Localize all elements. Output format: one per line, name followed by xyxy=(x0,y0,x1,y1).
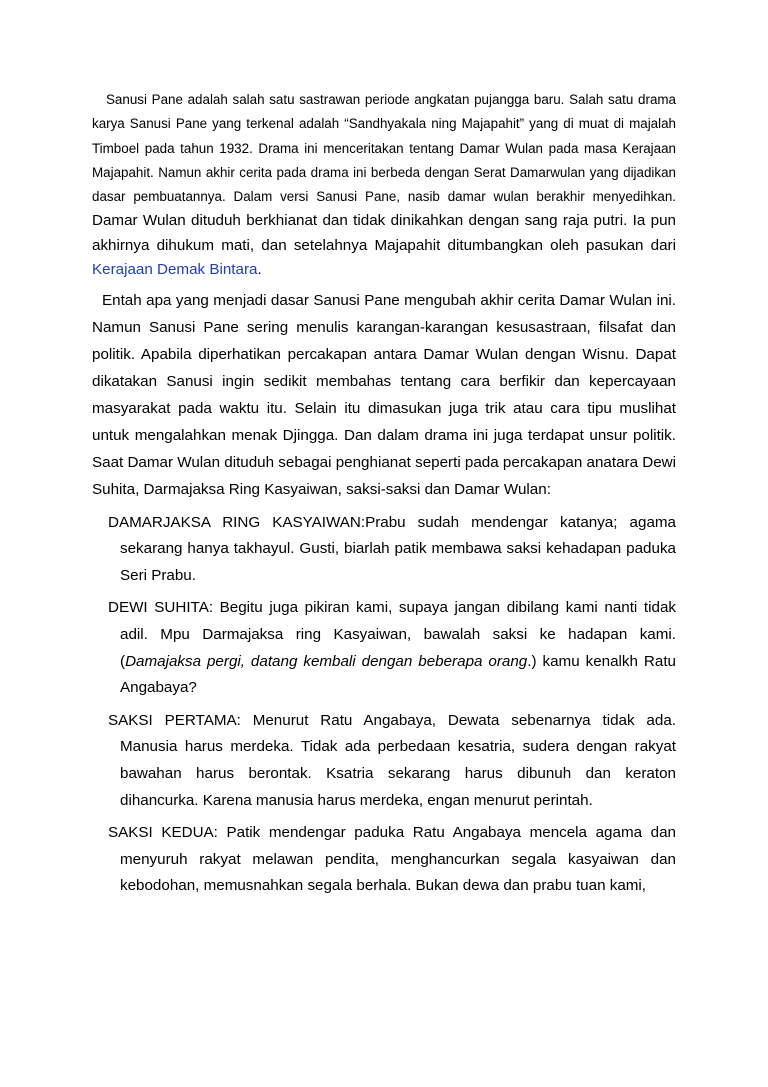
dialog-dewi-suhita xyxy=(92,595,676,701)
kerajaan-demak-link[interactable]: Kerajaan Demak Bintara xyxy=(92,261,258,279)
paragraph-intro xyxy=(92,88,676,282)
dialog-saksi-pertama: SAKSI PERTAMA: Menurut Ratu Angabaya, Dewata sebenarnya tidak ada. Manusia harus merdeka. Tidak ada perbedaan kesatria, sudera dengan rakyat bawahan harus berontak. Ksatria sekarang harus dibunuh dan keraton dihancurka. Karena manusia harus merdeka, engan menurut perintah. xyxy=(108,711,676,809)
paragraph-intro-rest: Damar Wulan dituduh berkhianat dan tidak dinikahkan dengan sang raja putri. Ia pun akhirnya dihukum mati, dan setelahnya Majapahit ditumbangkan oleh pasukan dari xyxy=(92,212,676,254)
document-body xyxy=(92,88,676,900)
stage-direction: Damajaksa pergi, datang kembali dengan beberapa orang xyxy=(125,652,528,670)
dialog-damarjaksa: DAMARJAKSA RING KASYAIWAN:Prabu sudah mendengar katanya; agama sekarang hanya takhayul. Gusti, biarlah patik membawa saksi kehadapan paduka Seri Prabu. xyxy=(108,513,676,584)
paragraph-analysis: Entah apa yang menjadi dasar Sanusi Pane mengubah akhir cerita Damar Wulan ini. Namun Sanusi Pane sering menulis karangan-karangan kesusastraan, filsafat dan politik. Apabila diperhatikan percakapan antara Damar Wulan dengan Wisnu. Dapat dikatakan Sanusi ingin sedikit membahas tentang cara berfikir dan kepercayaan masyarakat pada waktu itu. Selain itu dimasukan juga trik atau cara tipu muslihat untuk mengalahkan menak Djingga. Dan dalam drama ini juga terdapat unsur politik. Saat Damar Wulan dituduh sebagai penghianat seperti pada percakapan anatara Dewi Suhita, Darmajaksa Ring Kasyaiwan, saksi-saksi dan Damar Wulan: xyxy=(92,292,676,498)
dialog-saksi-kedua: SAKSI KEDUA: Patik mendengar paduka Ratu Angabaya mencela agama dan menyuruh rakyat melawan pendita, menghancurkan segala kasyaiwan dan kebodohan, memusnahkan segala berhala. Bukan dewa dan prabu tuan kami, xyxy=(108,824,676,895)
paragraph-intro-lead: Sanusi Pane adalah salah satu sastrawan periode angkatan pujangga baru. Salah satu drama karya Sanusi Pane yang terkenal adalah “Sandhyakala ning Majapahit” yang di muat di majalah Timboel pada tahun 1932. Drama ini menceritakan tentang Damar Wulan pada masa Kerajaan Majapahit. Namun akhir cerita pada drama ini berbeda dengan Serat Damarwulan yang dijadikan dasar pembuatannya. Dalam versi Sanusi Pane, nasib damar wulan berakhir menyedihkan. xyxy=(92,92,676,205)
paragraph-intro-end: . xyxy=(257,261,262,279)
dialog-dewi-suhita-text-a: DEWI SUHITA: Begitu juga pikiran kami, supaya jangan dibilang kami nanti tidak adil. Mpu Darmajaksa ring Kasyaiwan, bawalah saksi ke hadapan kami. ( xyxy=(108,599,676,670)
dialog-dewi-suhita-text-b: .) kamu kenalkh Ratu Angabaya? xyxy=(120,652,676,697)
